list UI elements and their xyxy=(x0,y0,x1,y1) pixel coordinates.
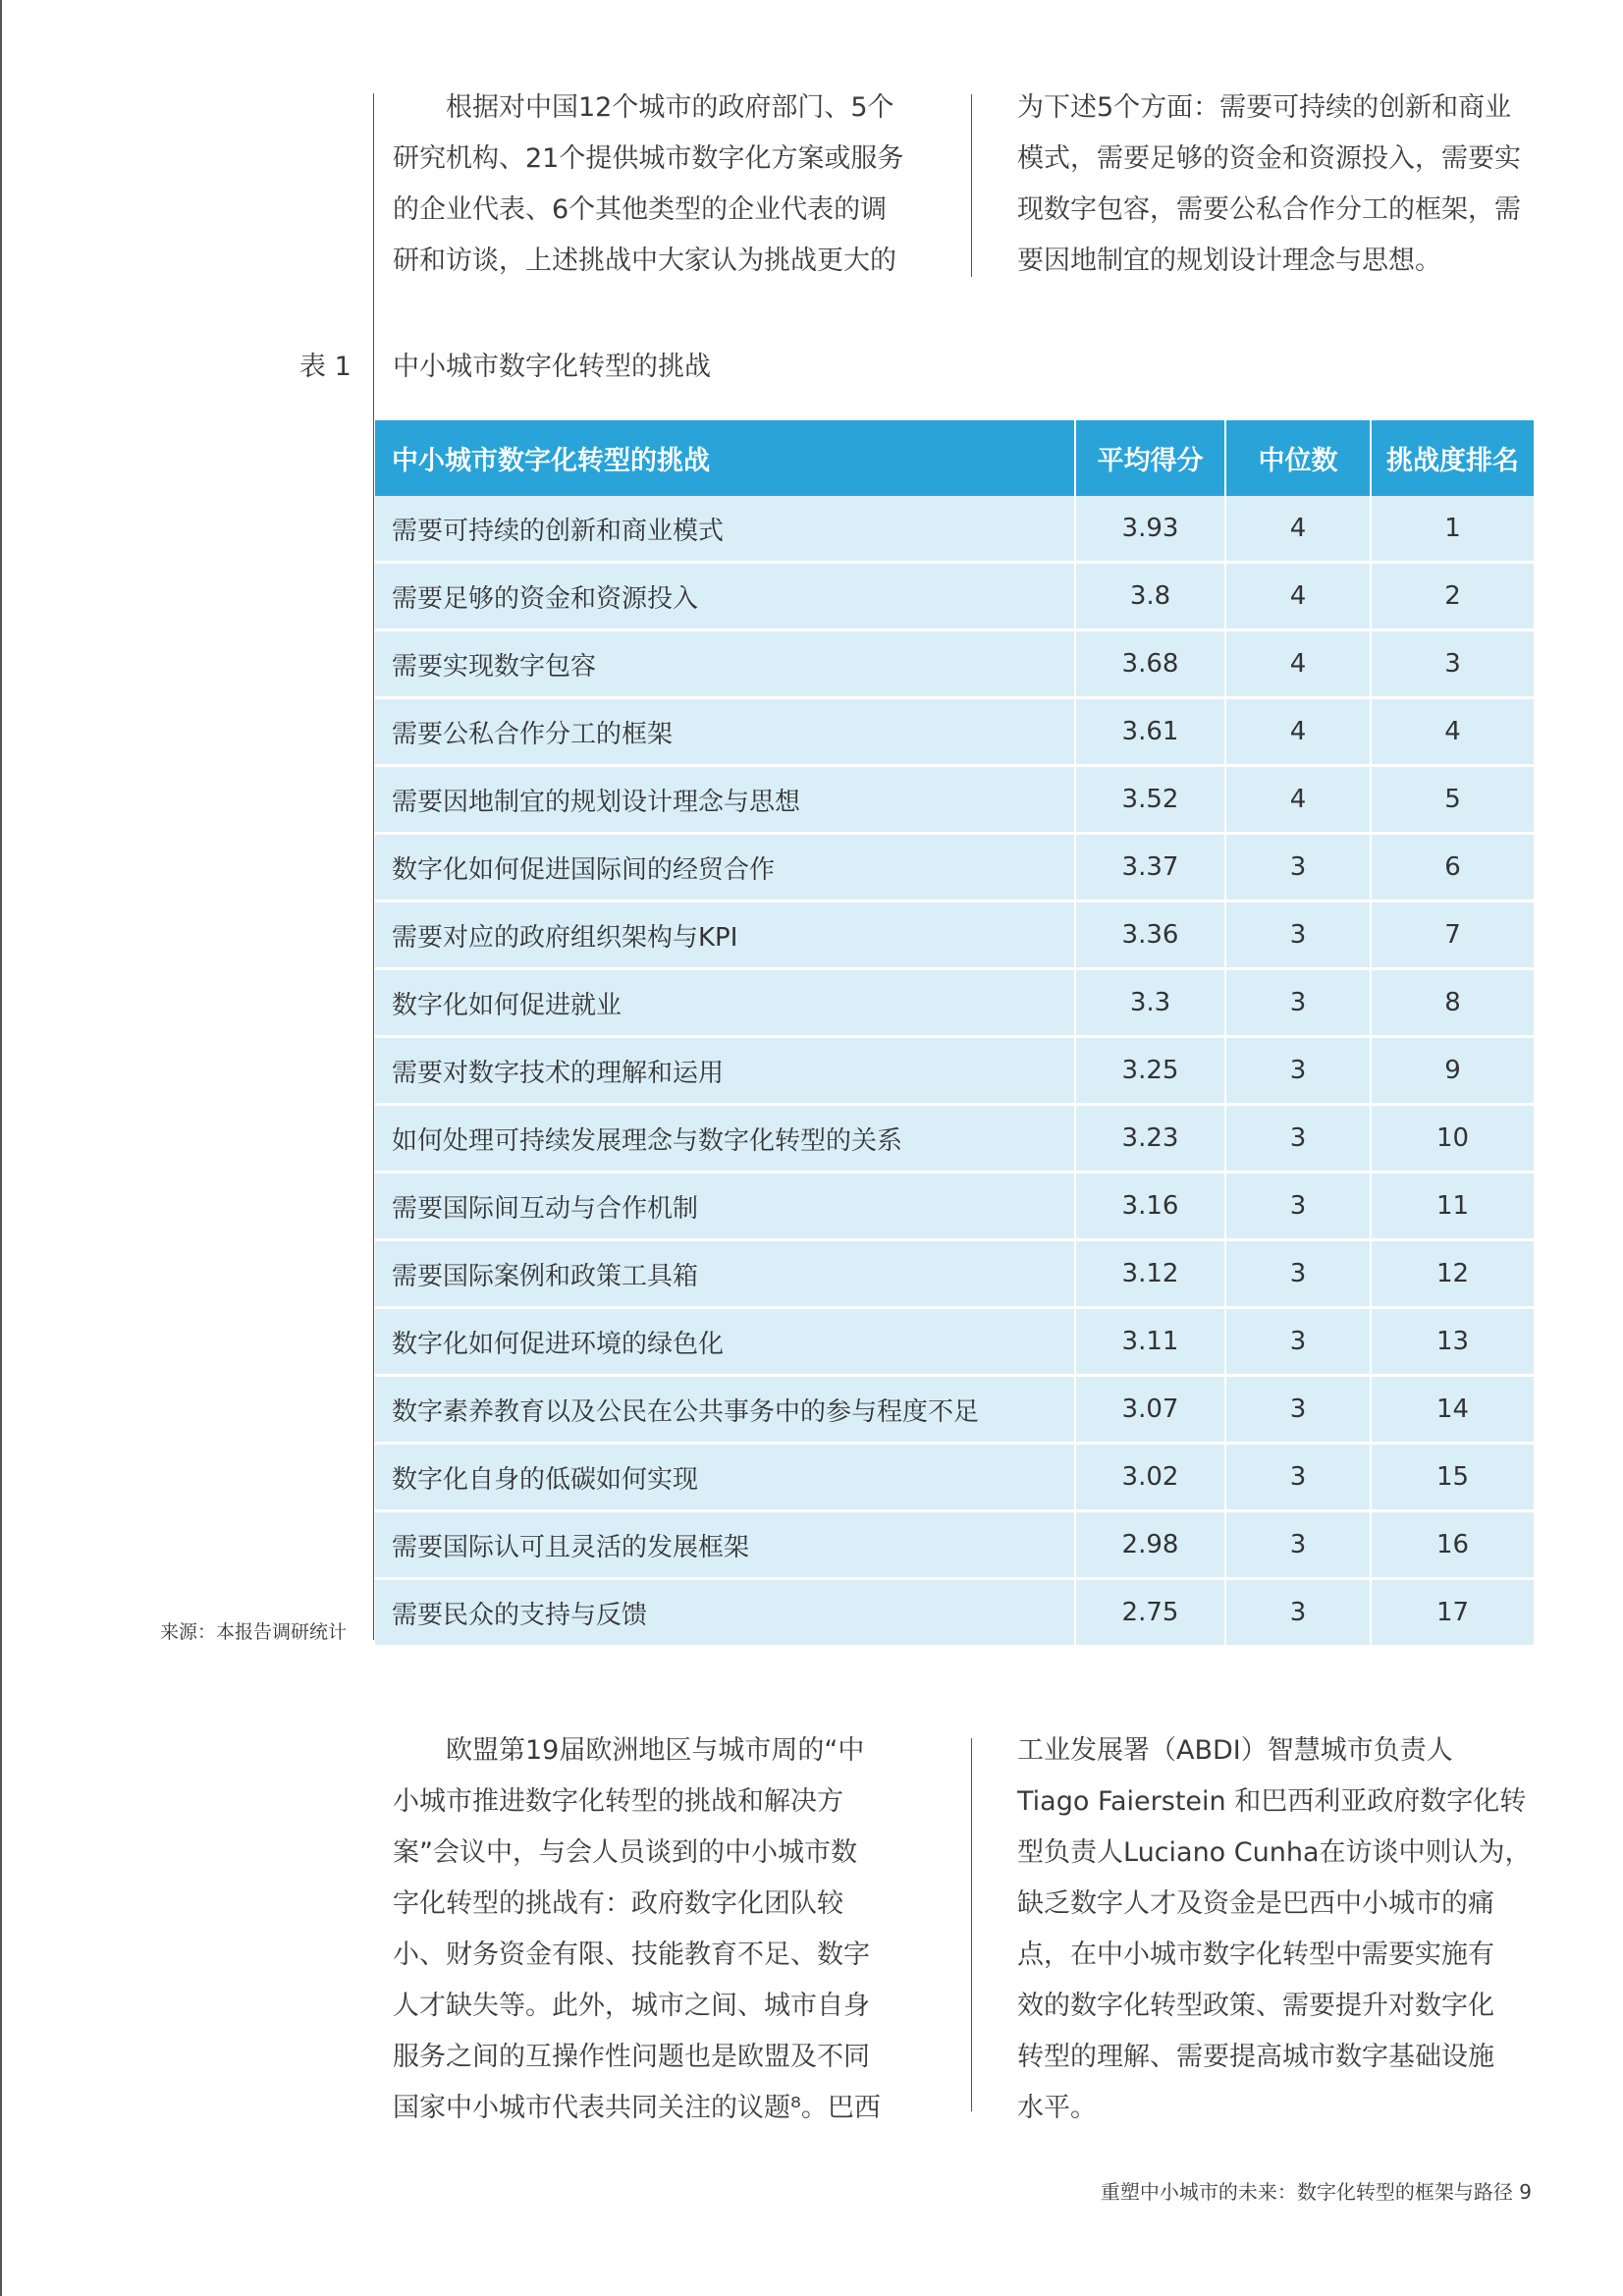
cell-rank: 2 xyxy=(1371,563,1534,630)
cell-rank: 1 xyxy=(1371,496,1534,563)
gutter-rule xyxy=(373,93,374,1640)
cell-average-score: 2.98 xyxy=(1075,1511,1225,1579)
cell-rank: 14 xyxy=(1371,1376,1534,1444)
cell-median: 3 xyxy=(1225,1579,1371,1647)
page-edge-line xyxy=(0,0,2,2296)
cell-rank: 17 xyxy=(1371,1579,1534,1647)
table-row xyxy=(375,1444,1534,1511)
body-text-line: 点，在中小城市数字化转型中需要实施有 xyxy=(1017,1940,1494,1970)
cell-average-score: 3.07 xyxy=(1075,1376,1225,1444)
running-title: 重塑中小城市的未来：数字化转型的框架与路径 xyxy=(1100,2180,1513,2204)
table-row xyxy=(375,834,1534,902)
body-text-line: 小城市推进数字化转型的挑战和解决方 xyxy=(393,1786,843,1817)
body-text-line: 欧盟第19届欧洲地区与城市周的“中 xyxy=(446,1735,865,1766)
body-text-line: 工业发展署（ABDI）智慧城市负责人 xyxy=(1017,1735,1453,1766)
intro-text-line: 现数字包容，需要公私合作分工的框架，需 xyxy=(1017,194,1521,225)
cell-average-score: 3.12 xyxy=(1075,1240,1225,1308)
intro-left-column xyxy=(393,82,923,287)
body-text-line: 型负责人Luciano Cunha在访谈中则认为， xyxy=(1017,1837,1532,1868)
cell-average-score: 3.37 xyxy=(1075,834,1225,902)
cell-median: 3 xyxy=(1225,969,1371,1037)
table-row xyxy=(375,1037,1534,1105)
body-text-line: 转型的理解、需要提高城市数字基础设施 xyxy=(1017,2042,1494,2072)
cell-rank: 12 xyxy=(1371,1240,1534,1308)
intro-column-divider xyxy=(971,94,972,277)
cell-median: 3 xyxy=(1225,1037,1371,1105)
table-row xyxy=(375,1173,1534,1240)
header-average-score: 平均得分 xyxy=(1075,420,1225,496)
intro-text-line: 模式，需要足够的资金和资源投入，需要实 xyxy=(1017,143,1521,174)
page-footer xyxy=(1101,2176,1532,2205)
cell-rank: 11 xyxy=(1371,1173,1534,1240)
body-text-line: Tiago Faierstein 和巴西利亚政府数字化转 xyxy=(1017,1786,1527,1817)
cell-rank: 3 xyxy=(1371,630,1534,698)
cell-average-score: 3.8 xyxy=(1075,563,1225,630)
table-row xyxy=(375,698,1534,766)
table-row xyxy=(375,563,1534,630)
body-text-line: 水平。 xyxy=(1017,2093,1097,2123)
body-right-column xyxy=(1017,1725,1547,2134)
cell-median: 4 xyxy=(1225,698,1371,766)
cell-challenge: 数字素养教育以及公民在公共事务中的参与程度不足 xyxy=(375,1376,1075,1444)
intro-text-line: 的企业代表、6个其他类型的企业代表的调 xyxy=(393,194,888,225)
body-text-line: 案”会议中，与会人员谈到的中小城市数 xyxy=(393,1837,857,1868)
cell-median: 3 xyxy=(1225,1511,1371,1579)
body-text-line: 字化转型的挑战有：政府数字化团队较 xyxy=(393,1888,843,1919)
intro-text-line: 研究机构、21个提供城市数字化方案或服务 xyxy=(393,143,904,174)
cell-median: 4 xyxy=(1225,630,1371,698)
cell-rank: 13 xyxy=(1371,1308,1534,1376)
body-text-line: 人才缺失等。此外，城市之间、城市自身 xyxy=(393,1991,870,2021)
cell-median: 3 xyxy=(1225,1376,1371,1444)
cell-median: 4 xyxy=(1225,496,1371,563)
cell-average-score: 3.52 xyxy=(1075,766,1225,834)
table-row xyxy=(375,1240,1534,1308)
body-column-divider xyxy=(971,1738,972,2111)
table-row xyxy=(375,630,1534,698)
cell-average-score: 3.02 xyxy=(1075,1444,1225,1511)
body-text-line: 效的数字化转型政策、需要提升对数字化 xyxy=(1017,1991,1494,2021)
body-text-line: 缺乏数字人才及资金是巴西中小城市的痛 xyxy=(1017,1888,1494,1919)
challenges-table xyxy=(375,420,1534,1648)
body-text-line: 小、财务资金有限、技能教育不足、数字 xyxy=(393,1940,870,1970)
cell-challenge: 需要对数字技术的理解和运用 xyxy=(375,1037,1075,1105)
cell-median: 3 xyxy=(1225,1444,1371,1511)
cell-challenge: 需要国际间互动与合作机制 xyxy=(375,1173,1075,1240)
cell-challenge: 数字化如何促进环境的绿色化 xyxy=(375,1308,1075,1376)
header-rank: 挑战度排名 xyxy=(1371,420,1534,496)
table-source: 来源：本报告调研统计 xyxy=(159,1621,347,1643)
cell-median: 4 xyxy=(1225,563,1371,630)
intro-text-line: 为下述5个方面：需要可持续的创新和商业 xyxy=(1017,92,1512,123)
cell-average-score: 3.11 xyxy=(1075,1308,1225,1376)
body-text-line: 服务之间的互操作性问题也是欧盟及不同 xyxy=(393,2042,870,2072)
cell-average-score: 3.25 xyxy=(1075,1037,1225,1105)
table-row xyxy=(375,902,1534,969)
cell-median: 3 xyxy=(1225,1308,1371,1376)
cell-challenge: 需要可持续的创新和商业模式 xyxy=(375,496,1075,563)
table-row xyxy=(375,1376,1534,1444)
table-header-row xyxy=(375,420,1534,496)
cell-median: 3 xyxy=(1225,1105,1371,1173)
table-row xyxy=(375,1308,1534,1376)
cell-challenge: 需要足够的资金和资源投入 xyxy=(375,563,1075,630)
cell-challenge: 需要民众的支持与反馈 xyxy=(375,1579,1075,1647)
cell-average-score: 3.36 xyxy=(1075,902,1225,969)
table-row xyxy=(375,1579,1534,1647)
cell-average-score: 3.93 xyxy=(1075,496,1225,563)
cell-challenge: 需要实现数字包容 xyxy=(375,630,1075,698)
intro-text-line: 研和访谈，上述挑战中大家认为挑战更大的 xyxy=(393,246,896,276)
cell-median: 3 xyxy=(1225,1240,1371,1308)
cell-rank: 10 xyxy=(1371,1105,1534,1173)
intro-text-line: 根据对中国12个城市的政府部门、5个 xyxy=(446,92,894,123)
cell-average-score: 3.68 xyxy=(1075,630,1225,698)
cell-challenge: 数字化自身的低碳如何实现 xyxy=(375,1444,1075,1511)
cell-rank: 15 xyxy=(1371,1444,1534,1511)
intro-text-line: 要因地制宜的规划设计理念与思想。 xyxy=(1017,246,1441,276)
cell-challenge: 如何处理可持续发展理念与数字化转型的关系 xyxy=(375,1105,1075,1173)
table-row xyxy=(375,969,1534,1037)
body-left-column xyxy=(393,1725,923,2134)
cell-rank: 6 xyxy=(1371,834,1534,902)
cell-average-score: 3.23 xyxy=(1075,1105,1225,1173)
cell-average-score: 2.75 xyxy=(1075,1579,1225,1647)
cell-rank: 16 xyxy=(1371,1511,1534,1579)
cell-rank: 7 xyxy=(1371,902,1534,969)
cell-rank: 9 xyxy=(1371,1037,1534,1105)
header-median: 中位数 xyxy=(1225,420,1371,496)
cell-median: 3 xyxy=(1225,1173,1371,1240)
cell-rank: 5 xyxy=(1371,766,1534,834)
cell-challenge: 需要对应的政府组织架构与KPI xyxy=(375,902,1075,969)
cell-average-score: 3.3 xyxy=(1075,969,1225,1037)
table-row xyxy=(375,1105,1534,1173)
table-row xyxy=(375,766,1534,834)
table-caption: 中小城市数字化转型的挑战 xyxy=(393,352,711,382)
cell-challenge: 数字化如何促进国际间的经贸合作 xyxy=(375,834,1075,902)
table-number: 表 1 xyxy=(299,352,352,382)
cell-average-score: 3.16 xyxy=(1075,1173,1225,1240)
cell-challenge: 需要因地制宜的规划设计理念与思想 xyxy=(375,766,1075,834)
cell-average-score: 3.61 xyxy=(1075,698,1225,766)
cell-median: 3 xyxy=(1225,902,1371,969)
cell-rank: 4 xyxy=(1371,698,1534,766)
cell-challenge: 需要国际认可且灵活的发展框架 xyxy=(375,1511,1075,1579)
body-text-line: 国家中小城市代表共同关注的议题⁸。巴西 xyxy=(393,2093,881,2123)
table-row xyxy=(375,496,1534,563)
intro-right-column xyxy=(1017,82,1547,287)
cell-challenge: 数字化如何促进就业 xyxy=(375,969,1075,1037)
table-row xyxy=(375,1511,1534,1579)
page-number: 9 xyxy=(1519,2180,1532,2204)
cell-challenge: 需要公私合作分工的框架 xyxy=(375,698,1075,766)
cell-rank: 8 xyxy=(1371,969,1534,1037)
cell-median: 3 xyxy=(1225,834,1371,902)
header-challenge: 中小城市数字化转型的挑战 xyxy=(375,420,1075,496)
cell-challenge: 需要国际案例和政策工具箱 xyxy=(375,1240,1075,1308)
cell-median: 4 xyxy=(1225,766,1371,834)
